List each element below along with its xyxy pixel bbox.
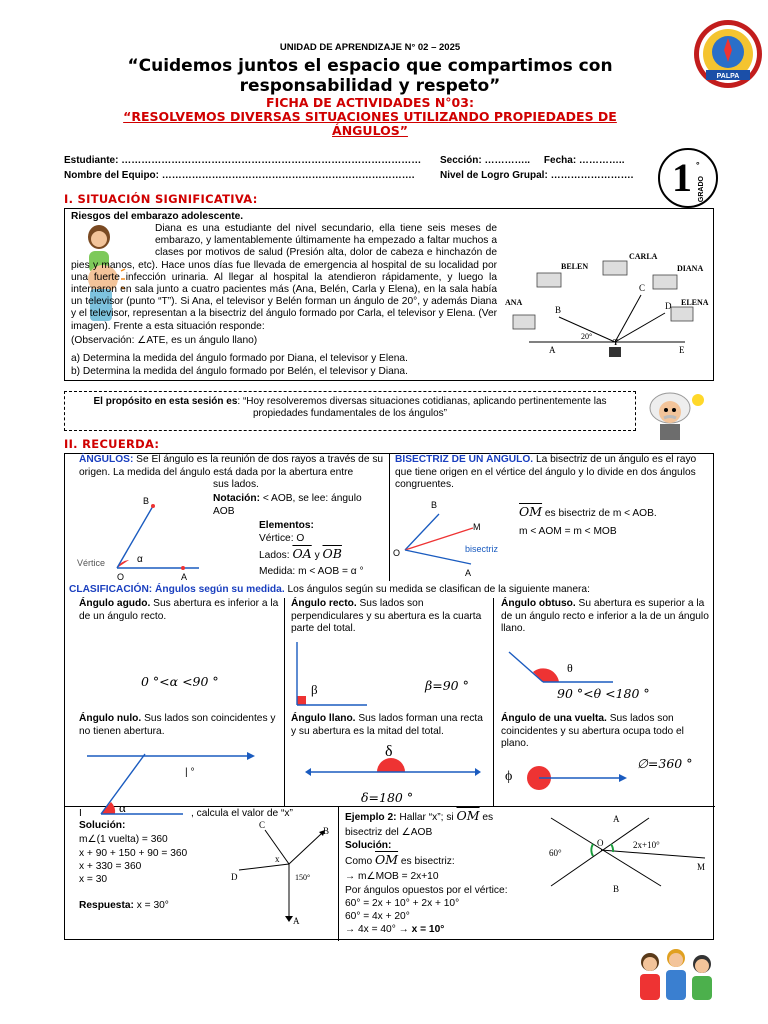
svg-text:α: α bbox=[137, 554, 143, 565]
obtuse-angle-diagram bbox=[505, 648, 615, 688]
divider bbox=[493, 598, 494, 806]
children-illustration bbox=[632, 946, 720, 1006]
llano-definition: Ángulo llano. Sus lados forman una recta y su abertura es la mitad del total. bbox=[291, 713, 483, 737]
ejemplo1-partial: I bbox=[79, 808, 82, 819]
ejemplo2-step5: → 4x = 40° → x = 10° bbox=[345, 924, 445, 935]
elementos-label: Elementos: bbox=[259, 520, 314, 531]
svg-text:δ: δ bbox=[385, 743, 393, 760]
bisectriz-equation: m < AOM = m < MOB bbox=[519, 526, 617, 537]
ejemplo1-solucion: Solución: bbox=[79, 820, 126, 831]
angulos-notation: Notación: < AOB, se lee: ángulo AOB bbox=[213, 493, 362, 517]
null-angle-ray-diagram bbox=[79, 750, 189, 820]
nulo-definition: Ángulo nulo. Sus lados son coincidentes y no tienen abertura. bbox=[79, 713, 276, 737]
section-info bbox=[440, 153, 633, 183]
nulo-formula: | ° bbox=[185, 767, 195, 778]
ejemplo1-step4: x = 30 bbox=[79, 874, 108, 885]
scientist-icon bbox=[642, 386, 710, 442]
vuelta-formula: ∅=360 ° bbox=[637, 756, 693, 771]
situacion-heading: I. SITUACIÓN SIGNIFICATIVA: bbox=[64, 192, 258, 206]
svg-text:2x+10°: 2x+10° bbox=[633, 840, 660, 850]
svg-text:Vértice: Vértice bbox=[77, 558, 106, 568]
obtuso-formula: 90 °<θ <180 ° bbox=[557, 686, 650, 701]
svg-text:B: B bbox=[431, 500, 438, 510]
team-field[interactable]: Nombre del Equipo: …………………………………………………………………. bbox=[64, 170, 415, 181]
bed-carla bbox=[603, 261, 627, 275]
svg-text:α: α bbox=[119, 800, 126, 815]
situacion-observation: (Observación: ∠ATE, es un ángulo llano) bbox=[71, 335, 258, 346]
ejemplo1-diagram bbox=[225, 820, 335, 924]
ejemplo2-diagram bbox=[541, 812, 711, 894]
svg-text:B: B bbox=[613, 884, 620, 894]
question-a: a) Determina la medida del ángulo formado por Diana, el televisor y Elena. bbox=[71, 353, 408, 364]
ejemplo2-line2: bisectriz del ∠AOB bbox=[345, 827, 433, 838]
svg-text:ANA: ANA bbox=[505, 298, 523, 307]
agudo-definition: Ángulo agudo. Sus abertura es inferior a la de un ángulo recto. bbox=[79, 598, 279, 622]
svg-text:T: T bbox=[613, 338, 619, 347]
right-angle-diagram bbox=[293, 640, 403, 710]
ejemplo1-prompt: , calcula el valor de “x” bbox=[191, 808, 293, 819]
situacion-paragraph: Diana es una estudiante del nivel secundario, ella tiene seis meses de embarazo, y lamentablemente últimamente ha empezado a faltar muchos a clases por motivos de salud (Presión alta, dolor de cabeza e hinchazón de pies y manos, etc). Hace unos días fue llevada de emergencia al hospital de su localidad por una fuerte infección urinaria. Al llegar al hospital la atendieron rápidamente, y luego la internaron en sala junto a cuatro pacientes más (Ana, Belén, Carla y Elena), en la sala había un televisor (punto “T”). Si Ana, el televisor y Belén forman un ángulo de 20°, y además Diana y el televisor, representan a la bisectriz del ángulo formado por Carla, el televisor y Elena. (Ver imagen). Frente a esta situación responde: bbox=[71, 223, 497, 332]
svg-text:B: B bbox=[143, 496, 150, 506]
ejemplo2-step3: 60° = 2x + 10° + 2x + 10° bbox=[345, 898, 460, 909]
svg-text:20°: 20° bbox=[581, 332, 593, 341]
bed-ana bbox=[513, 315, 535, 329]
achievement-field[interactable]: Nivel de Logro Grupal: ……………………. bbox=[440, 170, 634, 181]
section-field[interactable]: Sección: ………….. bbox=[440, 155, 531, 166]
angle-aob-diagram bbox=[77, 490, 207, 582]
svg-text:A: A bbox=[613, 814, 620, 824]
svg-text:O: O bbox=[597, 838, 604, 848]
svg-text:A: A bbox=[549, 345, 556, 355]
svg-text:B: B bbox=[555, 305, 562, 315]
ejemplo1-step2: x + 90 + 150 + 90 = 360 bbox=[79, 848, 188, 859]
svg-text:C: C bbox=[639, 283, 646, 293]
grade-badge: 1 ° GRADO bbox=[658, 148, 718, 208]
svg-text:PALPA: PALPA bbox=[716, 73, 740, 80]
svg-text:CARLA: CARLA bbox=[629, 252, 658, 261]
svg-text:A: A bbox=[181, 572, 188, 582]
ejemplo1-answer: Respuesta: x = 30° bbox=[79, 900, 169, 911]
ejemplo1-step3: x + 330 = 360 bbox=[79, 861, 142, 872]
student-field[interactable]: Estudiante: ……………………………………………………………………………… bbox=[64, 155, 422, 166]
ejemplo2-step0: Como $\overline{OM}$ es bisectriz: bbox=[345, 852, 455, 867]
svg-text:β: β bbox=[311, 682, 318, 697]
television bbox=[609, 347, 621, 357]
ejemplo2-step1: → m∠MOB = 2x+10 bbox=[345, 871, 439, 882]
divider bbox=[389, 454, 390, 581]
ejemplo2-step2: Por ángulos opuestos por el vértice: bbox=[345, 885, 508, 896]
recuerda-box: ÁNGULOS: Se El ángulo es la reunión de dos rayos a través de su origen. La medida del ángulo está dada por la abertura entre sus lados. Notación: < AOB, se lee: ángulo AOB Elementos: Vértice: O Lados: $\overline{OA}$ y $\overline{OB}$ Medida: m < AOB = α ° B A O Vértice α BISECTRIZ DE UN ÁNGULO. La bisectriz de un ángulo es el rayo que tiene origen en el vértice del ángulo y lo divide en dos ángulos congruentes. B M O A bisectriz $\overline{OM}$ es bisectriz de m < AOB. m < AOM = m < MOB CLASIFICACIÓN: Ángulos según su medida. Los ángulos según su medida se clasifican de la siguiente manera: Ángulo agudo. Sus abertura es inferior a la de un ángulo recto. 0 °<α <90 ° Ángulo recto. Sus lados son perpendiculares y su abertura es la cuarta parte del total. β β=90 ° Ángulo obtuso. Su abertura es superior a la de un ángulo recto e inferior a la de un ángulo llano. θ 90 °<θ <180 ° Ángulo nulo. Sus lados son coincidentes y no tienen abertura. | ° Ángulo llano. Sus lados forman una recta y su abertura es la mitad del total. δ δ=180 ° Ángulo de una vuelta. Sus lados son coincidentes y su abertura ocupa todo el plano. ϕ ∅=360 ° α I , calcula el valor de “x” Solución: m∠(1 vuelta) = 360 x + 90 + 150 + 90 = 360 x + 330 = 360 x = 30 Respuesta: x = 30° C B D A x 150° Ejemplo 2: Hallar “x”; si $\overline{OM}$ es bisectriz del ∠AOB Solución: Como $\overline{OM}$ es bisectriz: → m∠MOB = 2x+10 Por ángulos opuestos por el vértice: 60° = 2x + 10° + 2x + 10° 60° = 4x + 20° → 4x = 40° → x = 10° A O M B 60° 2x+10° bbox=[64, 453, 714, 940]
llano-formula: δ=180 ° bbox=[361, 790, 414, 805]
recuerda-heading: II. RECUERDA: bbox=[64, 437, 160, 451]
vertice-label: Vértice: O bbox=[259, 533, 305, 544]
svg-text:C: C bbox=[259, 820, 266, 830]
main-title: “Cuidemos juntos el espacio que compartimos con responsabilidad y respeto” bbox=[127, 56, 613, 96]
bisector-diagram bbox=[391, 498, 511, 578]
svg-text:D: D bbox=[665, 301, 672, 311]
hospital-angle-diagram bbox=[505, 252, 715, 365]
recto-formula: β=90 ° bbox=[425, 678, 469, 693]
full-angle-diagram bbox=[503, 754, 633, 790]
obtuso-definition: Ángulo obtuso. Su abertura es superior a la de un ángulo recto e inferior a la de un ángulo llano. bbox=[501, 598, 709, 634]
svg-text:ϕ: ϕ bbox=[505, 769, 513, 784]
question-b: b) Determina la medida del ángulo formado por Belén, el televisor y Diana. bbox=[71, 366, 408, 377]
bed-elena bbox=[671, 307, 693, 321]
date-field[interactable]: Fecha: ………….. bbox=[543, 155, 625, 166]
student-info bbox=[64, 153, 421, 183]
unit-label: UNIDAD DE APRENDIZAJE N° 02 – 2025 bbox=[279, 42, 461, 53]
situacion-title: Riesgos del embarazo adolescente. bbox=[71, 211, 244, 222]
lados-label: Lados: $\overline{OA}$ y $\overline{OB}$ bbox=[259, 546, 342, 561]
vuelta-definition: Ángulo de una vuelta. Sus lados son coincidentes y su abertura ocupa todo el plano. bbox=[501, 713, 684, 749]
svg-text:M: M bbox=[473, 522, 481, 532]
svg-text:A: A bbox=[293, 916, 300, 926]
svg-text:D: D bbox=[231, 872, 238, 882]
ejemplo2-prompt: Ejemplo 2: Hallar “x”; si $\overline{OM}$ es bbox=[345, 808, 494, 823]
svg-text:θ: θ bbox=[567, 661, 573, 675]
session-title: “RESOLVEMOS DIVERSAS SITUACIONES UTILIZANDO PROPIEDADES DE ÁNGULOS” bbox=[123, 109, 617, 138]
bisectriz-statement: $\overline{OM}$ es bisectriz de m < AOB. bbox=[519, 504, 657, 519]
svg-text:x: x bbox=[275, 854, 280, 864]
svg-text:E: E bbox=[679, 345, 685, 355]
svg-text:bisectriz: bisectriz bbox=[465, 544, 499, 554]
clasificacion-heading: CLASIFICACIÓN: Ángulos según su medida. Los ángulos según su medida se clasifican de la siguiente manera: bbox=[69, 584, 590, 595]
ficha-title: FICHA DE ACTIVIDADES N°03: bbox=[266, 95, 474, 110]
bed-diana bbox=[653, 275, 677, 289]
svg-text:O: O bbox=[117, 572, 125, 582]
recto-definition: Ángulo recto. Sus lados son perpendiculares y su abertura es la cuarta parte del total. bbox=[291, 598, 482, 634]
svg-text:ELENA: ELENA bbox=[681, 298, 709, 307]
svg-text:B: B bbox=[323, 826, 330, 836]
bisectriz-definition: BISECTRIZ DE UN ÁNGULO. La bisectriz de un ángulo es el rayo que tiene origen en el vértice del ángulo y lo divide en dos ángulos congruentes. bbox=[395, 454, 697, 490]
svg-text:150°: 150° bbox=[295, 873, 311, 882]
agudo-formula: 0 °<α <90 ° bbox=[141, 674, 219, 689]
straight-angle-diagram bbox=[305, 744, 481, 784]
purpose-box: El propósito en esta sesión es: “Hoy resolveremos diversas situaciones cotidianas, aplicando pertinentemente las propiedades fundamentales de los ángulos” bbox=[64, 391, 636, 431]
ejemplo1-step1: m∠(1 vuelta) = 360 bbox=[79, 834, 168, 845]
divider bbox=[338, 806, 339, 941]
ejemplo2-solucion: Solución: bbox=[345, 840, 392, 851]
bed-belen bbox=[537, 273, 561, 287]
angulos-definition: ÁNGULOS: Se El ángulo es la reunión de dos rayos a través de su origen. La medida del ángulo está dada por la abertura entre bbox=[79, 454, 384, 478]
svg-text:60°: 60° bbox=[549, 848, 562, 858]
svg-text:A: A bbox=[465, 568, 472, 578]
medida-label: Medida: m < AOB = α ° bbox=[259, 566, 364, 577]
divider bbox=[284, 598, 285, 806]
svg-text:O: O bbox=[393, 548, 401, 558]
svg-text:DIANA: DIANA bbox=[677, 264, 704, 273]
school-logo bbox=[692, 18, 764, 90]
svg-text:M: M bbox=[697, 862, 706, 872]
svg-text:BELEN: BELEN bbox=[561, 262, 589, 271]
ejemplo2-step4: 60° = 4x + 20° bbox=[345, 911, 410, 922]
situacion-box bbox=[64, 208, 714, 381]
header bbox=[60, 42, 680, 138]
